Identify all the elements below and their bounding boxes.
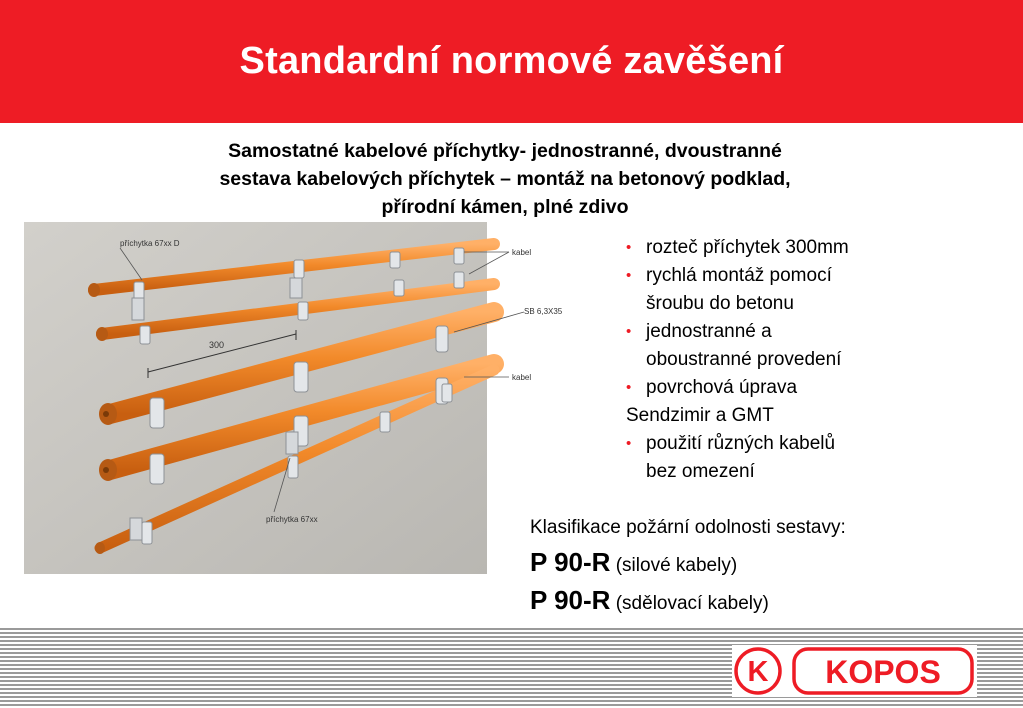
- list-item: • jednostranné a: [626, 318, 956, 346]
- label-cable-top: kabel: [512, 248, 532, 257]
- logo-mark-letter: K: [747, 656, 769, 688]
- list-item-continuation: Sendzimir a GMT: [626, 405, 774, 426]
- kopos-logo: [732, 645, 977, 697]
- bullet-icon: •: [626, 323, 632, 340]
- feature-list: [626, 234, 956, 486]
- classification-code: P 90-R: [530, 547, 611, 577]
- list-item: • rychlá montáž pomocí: [626, 262, 956, 290]
- classification-row: [530, 545, 970, 583]
- classification-note: (silové kabely): [615, 555, 738, 576]
- bullet-icon: •: [626, 379, 632, 396]
- classification-code: P 90-R: [530, 585, 611, 615]
- list-item-continuation: bez omezení: [646, 461, 755, 482]
- list-item-continuation: šroubu do betonu: [646, 293, 794, 314]
- bullet-icon: •: [626, 267, 632, 284]
- list-item: • povrchová úprava: [626, 374, 956, 402]
- list-item: • použití různých kabelů: [626, 430, 956, 458]
- subtitle-line: Samostatné kabelové příchytky- jednostranné, dvoustranné: [228, 140, 782, 162]
- cable-clip-diagram: [24, 222, 564, 574]
- classification-note: (sdělovací kabely): [615, 593, 769, 614]
- label-screw: SB 6,3X35: [524, 307, 563, 316]
- logo-text: KOPOS: [825, 654, 941, 690]
- list-item-continuation: oboustranné provedení: [646, 349, 842, 370]
- label-clip-bottom: příchytka 67xx: [266, 515, 318, 524]
- bullet-icon: •: [626, 239, 632, 256]
- bullet-icon: •: [626, 435, 632, 452]
- classification-row: [530, 583, 970, 621]
- list-item: • rozteč příchytek 300mm: [626, 234, 956, 262]
- spacing-label: 300: [209, 340, 225, 350]
- subtitle-line: přírodní kámen, plné zdivo: [381, 196, 629, 218]
- subtitle-line: sestava kabelových příchytek – montáž na betonový podklad,: [219, 168, 791, 190]
- slide-title: Standardní normové zavěšení: [239, 40, 784, 82]
- fire-classification: [530, 511, 970, 621]
- label-cable-bottom: kabel: [512, 373, 532, 382]
- classification-heading: Klasifikace požární odolnosti sestavy:: [530, 517, 846, 538]
- header-bar: [0, 0, 1023, 123]
- slide-subtitle: [120, 137, 890, 221]
- label-clip-top: příchytka 67xx D: [120, 239, 180, 248]
